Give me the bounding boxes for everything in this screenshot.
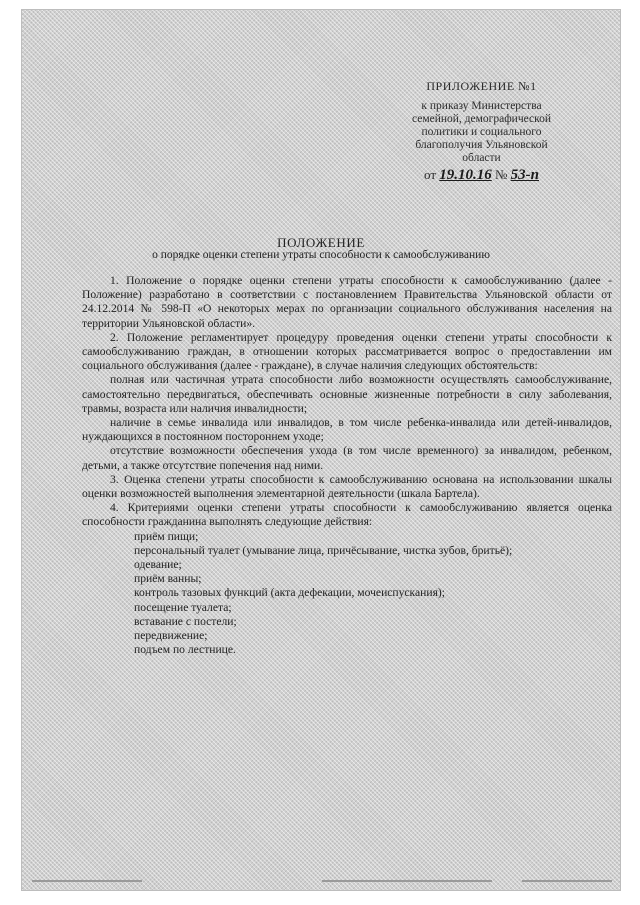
criteria-item: передвижение; <box>134 629 208 643</box>
appendix-line: благополучия Ульяновской <box>415 139 548 151</box>
criteria-item: вставание с постели; <box>134 614 237 628</box>
criteria-item: посещение туалета; <box>134 600 232 614</box>
appendix-line: к приказу Министерства <box>421 100 542 112</box>
document-subtitle: о порядке оценки степени утраты способности к самообслуживанию <box>152 249 490 261</box>
scan-edge-line <box>32 880 142 882</box>
criteria-item: одевание; <box>134 558 182 572</box>
criteria-item: персональный туалет (умывание лица, причёсывание, чистка зубов, бритьё); <box>134 543 513 557</box>
criteria-item: подъем по лестнице. <box>134 643 236 657</box>
document-page <box>22 10 620 890</box>
criteria-item: контроль тазовых функций (акта дефекации, мочеиспускания); <box>134 586 445 600</box>
appendix-line: семейной, демографической <box>411 113 552 125</box>
paragraph-3: 3. Оценка степени утраты способности к самообслуживанию основана на использовании шкалы оценки возможностей выполнения элементарной деятельности (шкала Бартела). <box>82 472 612 501</box>
paragraph-2: 2. Положение регламентирует процедуру проведения оценки степени утраты способности к самообслуживанию граждан, в отношении которых рассматривается вопрос о предоставлении им социального обслуживания (далее - граждане), в случае наличия следующих обстоятельств: <box>82 330 612 373</box>
number-sign: № <box>495 167 508 182</box>
order-date-handwritten: 19.10.16 <box>439 167 492 183</box>
paragraph-1: 1. Положение о порядке оценки степени утраты способности к самообслуживанию (далее - Положение) разработано в соответствии с постановлением Правительства Ульяновской области от 24.12.2014 № 598-П «О некоторых мерах по организации социального обслуживания населения на территории Ульяновской области». <box>82 274 612 330</box>
paragraph-4: 4. Критериями оценки степени утраты способности к самообслуживанию является оценка способности гражданина выполнять следующие действия: <box>82 501 612 529</box>
scan-edge-line <box>522 880 612 882</box>
appendix-heading: ПРИЛОЖЕНИЕ №1 <box>426 79 537 93</box>
document-body <box>82 274 612 657</box>
document-title: ПОЛОЖЕНИЕ <box>277 235 365 250</box>
appendix-line: политики и социального <box>421 126 542 138</box>
appendix-line: области <box>462 152 501 164</box>
paragraph-circumstance-1: полная или частичная утрата способности либо возможности осуществлять самообслуживание, самостоятельно передвигаться, обеспечивать основные жизненные потребности в силу заболевания, травмы, возраста или наличия инвалидности; <box>82 373 612 415</box>
appendix-block <box>389 80 574 182</box>
criteria-item: приём ванны; <box>134 572 202 586</box>
scan-edge-line <box>322 880 492 882</box>
paragraph-circumstance-2: наличие в семье инвалида или инвалидов, в том числе ребенка-инвалида или детей-инвалидов, нуждающихся в постоянном постороннем уходе; <box>82 416 612 444</box>
order-reference <box>389 168 574 182</box>
date-prefix: от <box>423 167 436 182</box>
criteria-item: приём пищи; <box>134 529 199 543</box>
paragraph-circumstance-3: отсутствие возможности обеспечения ухода (в том числе временного) за инвалидом, ребенком, детьми, а также отсутствие попечения над ними. <box>82 444 612 472</box>
order-number-handwritten: 53-п <box>510 167 539 183</box>
